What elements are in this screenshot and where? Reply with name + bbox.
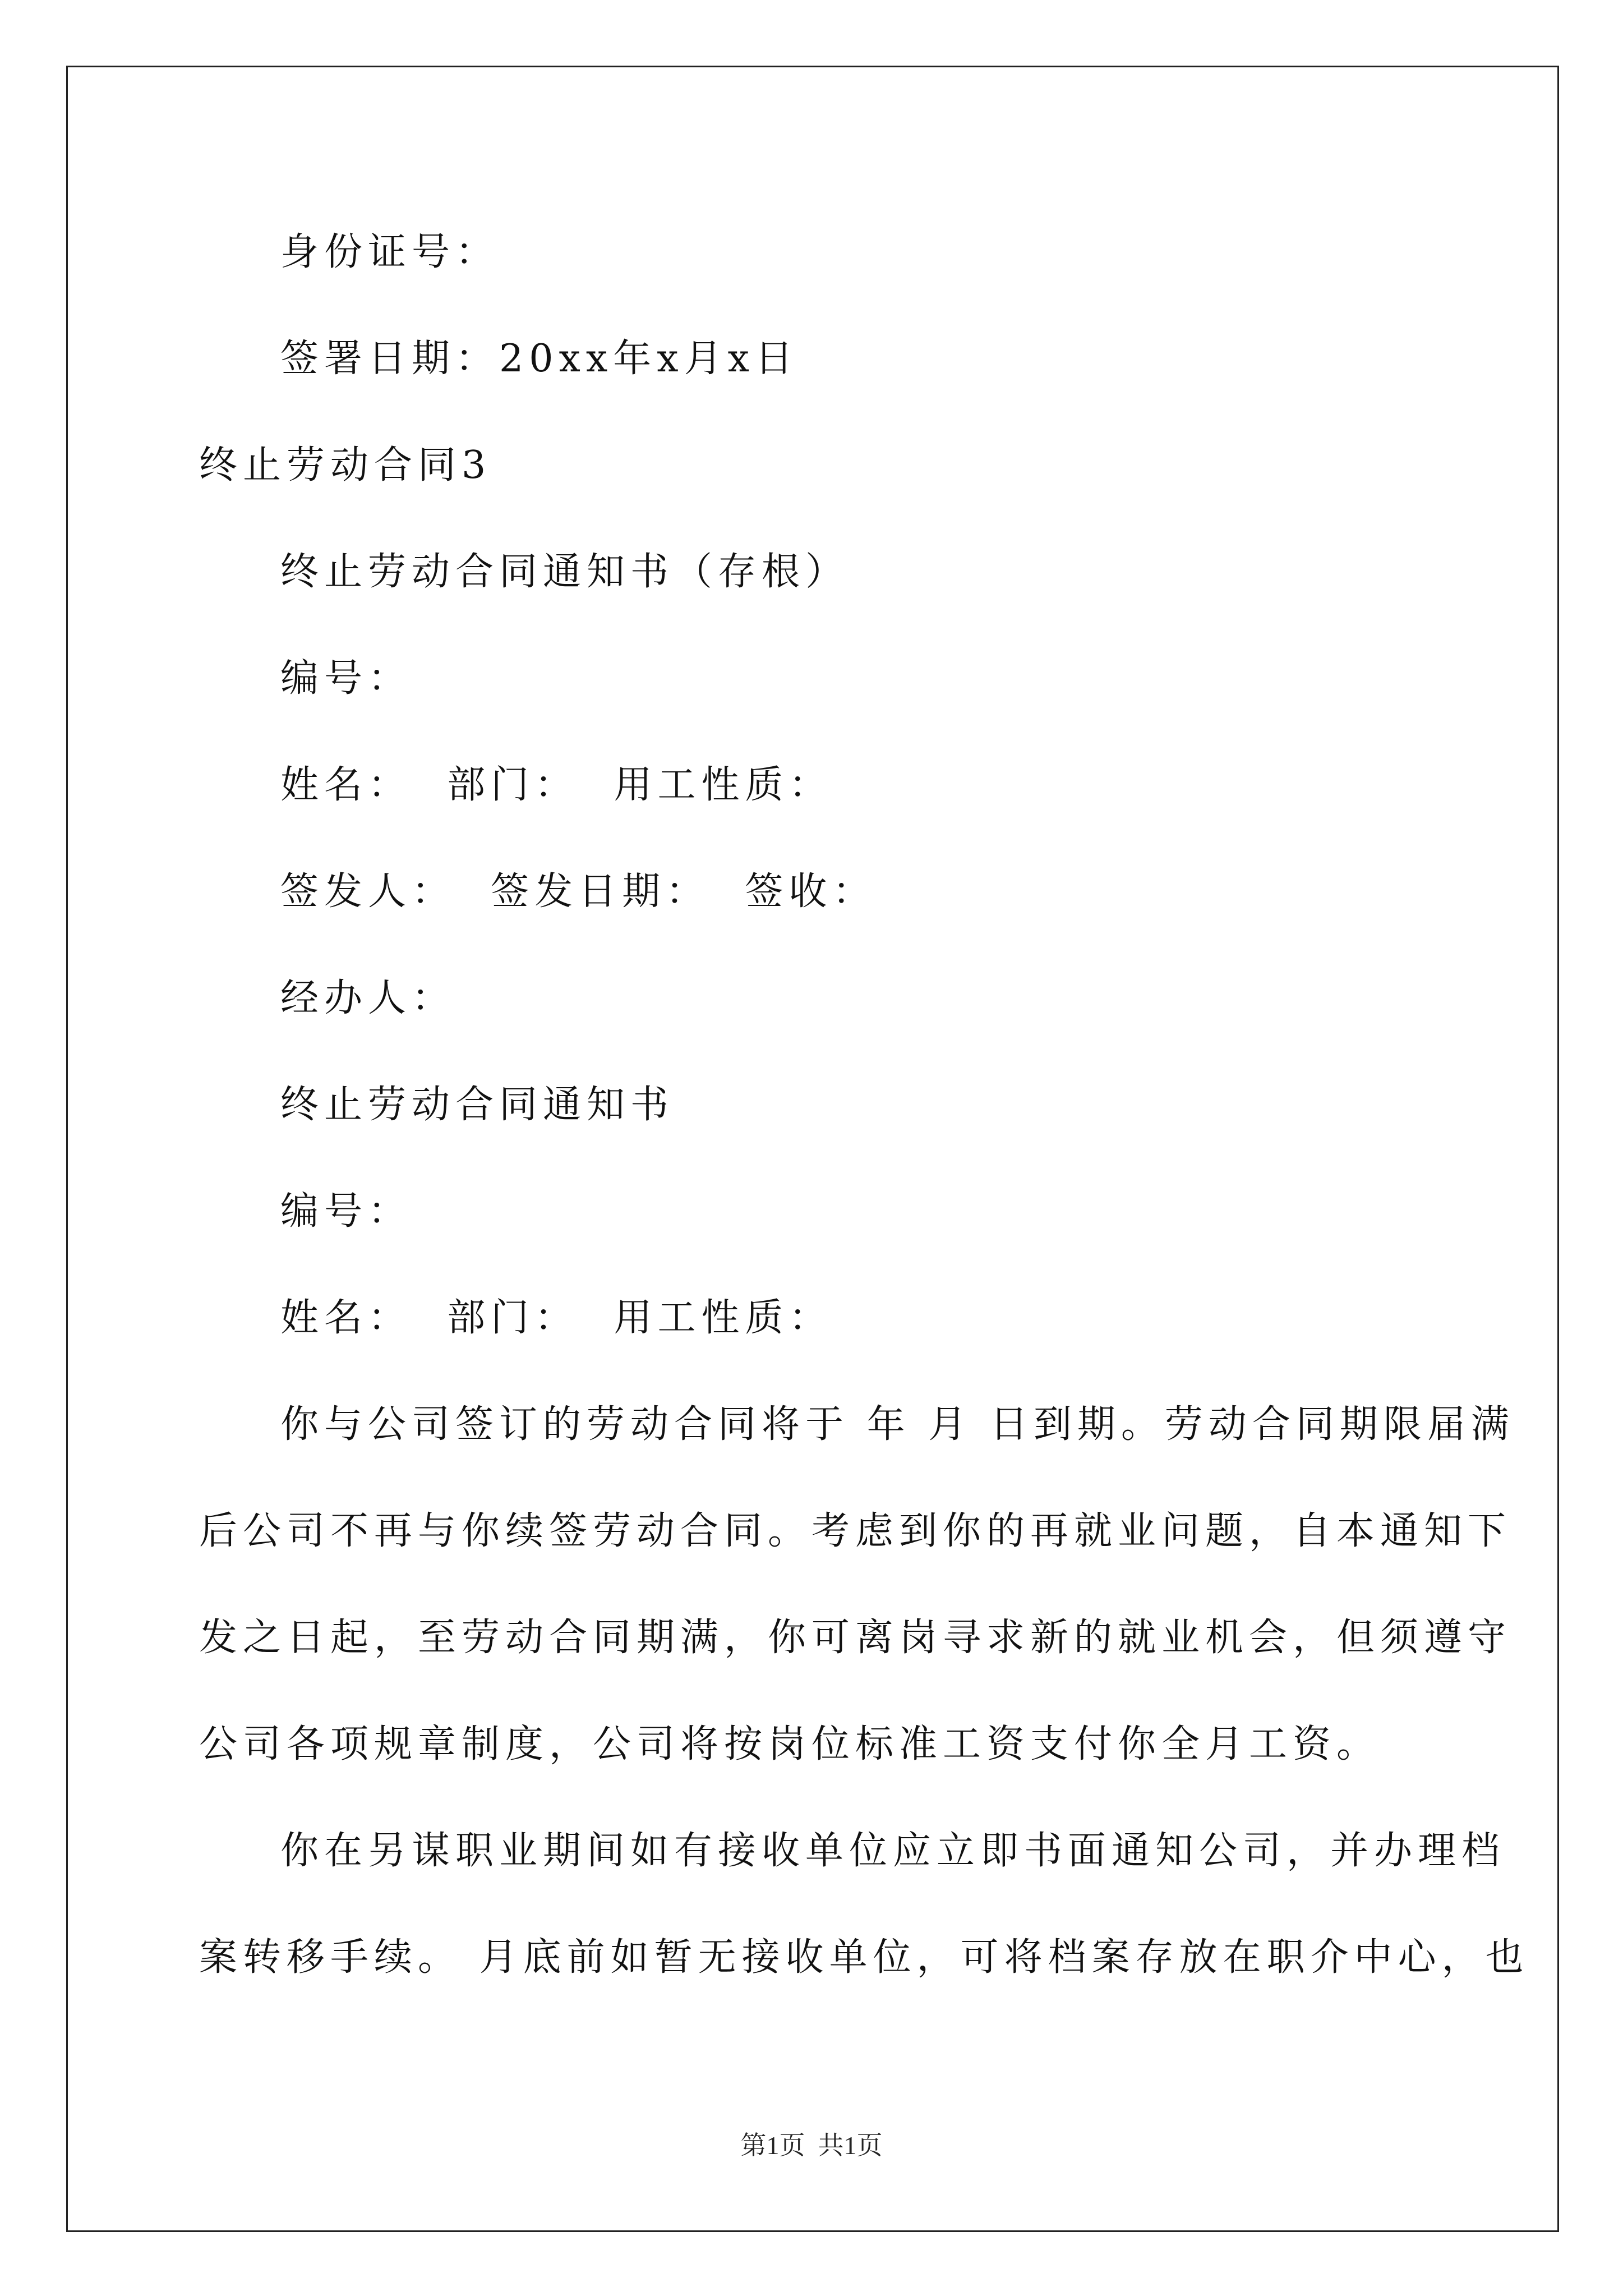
notice-stub-title: 终止劳动合同通知书（存根） (280, 550, 850, 594)
paragraph1-line4: 公司各项规章制度，公司将按岗位标准工资支付你全月工资。 (199, 1722, 1381, 1766)
paragraph1-line3: 发之日起，至劳动合同期满，你可离岗寻求新的就业机会，但须遵守 (199, 1616, 1512, 1660)
notice-name-dept-line: 姓名： 部门： 用工性质： (280, 1296, 833, 1340)
paragraph1-line2: 后公司不再与你续签劳动合同。考虑到你的再就业问题，自本通知下 (199, 1509, 1512, 1553)
stub-issuer-line: 签发人： 签发日期： 签收： (280, 869, 877, 914)
sign-date-line: 签署日期：20xx年x月x日 (280, 337, 799, 381)
paragraph2-line2: 案转移手续。 月底前如暂无接收单位，可将档案存放在职介中心，也 (199, 1935, 1529, 1980)
stub-handler-line: 经办人： (280, 976, 456, 1020)
stub-name-dept-line: 姓名： 部门： 用工性质： (280, 763, 833, 807)
paragraph2-line1: 你在另谋职业期间如有接收单位应立即书面通知公司，并办理档 (280, 1829, 1506, 1873)
notice-number-line: 编号： (280, 1189, 412, 1234)
page-footer: 第1页 共1页 (740, 2131, 883, 2160)
id-number-line: 身份证号： (280, 230, 500, 274)
section-heading: 终止劳动合同3 (199, 443, 492, 487)
paragraph1-line1: 你与公司签订的劳动合同将于 年 月 日到期。劳动合同期限届满 (280, 1402, 1515, 1447)
notice-title: 终止劳动合同通知书 (280, 1083, 675, 1127)
page-border (66, 66, 1559, 2232)
stub-number-line: 编号： (280, 656, 412, 701)
